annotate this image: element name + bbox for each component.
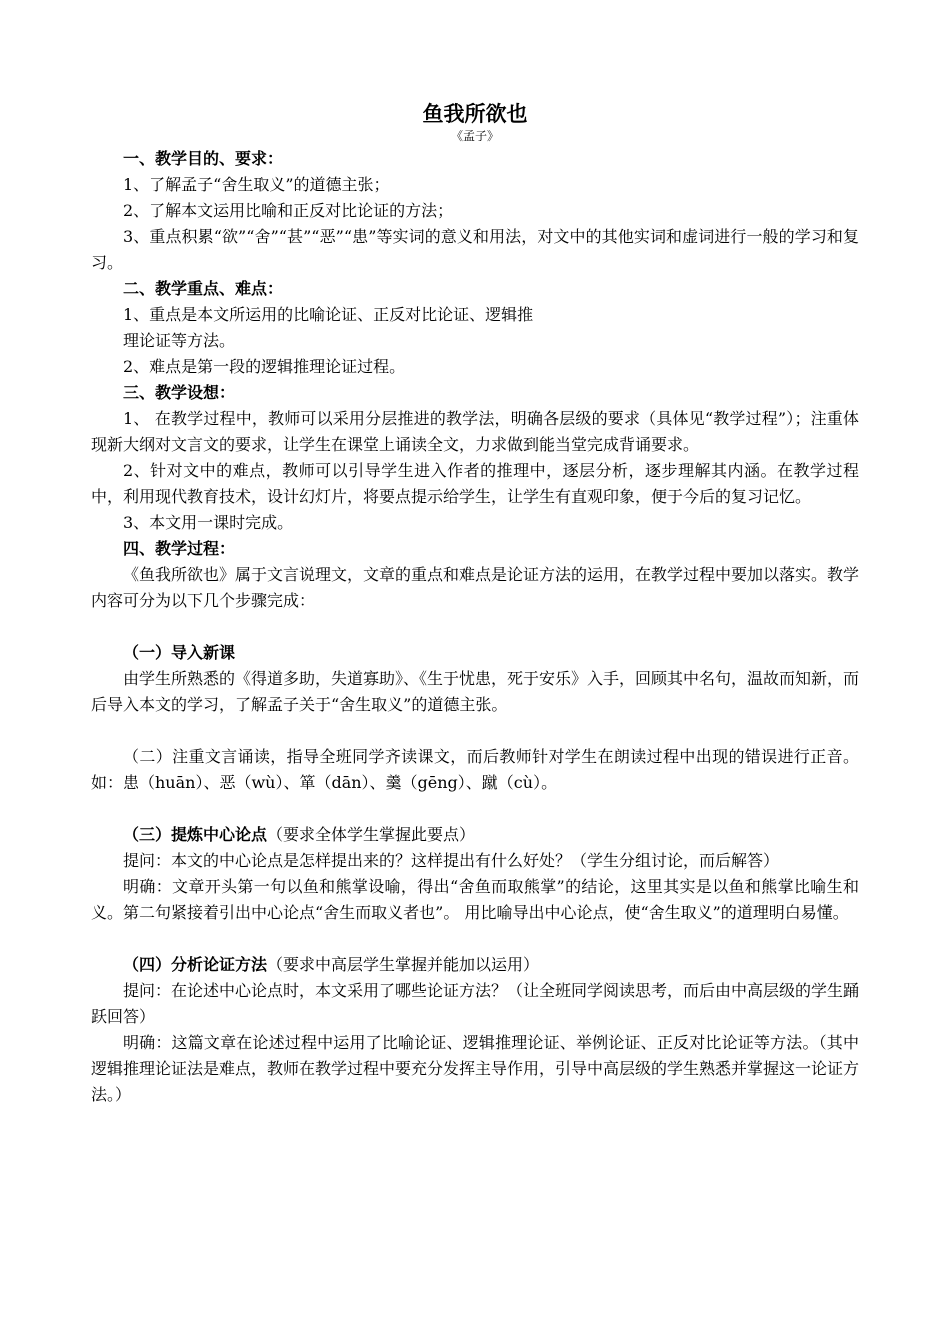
goal-item: 2、了解本文运用比喻和正反对比论证的方法； xyxy=(123,201,454,220)
focus-item-continued: 理论证等方法。 xyxy=(123,331,236,350)
step-4-answer: 明确：这篇文章在论述过程中运用了比喻论证、逻辑推理论证、举例论证、正反对比论证等方法。（其中逻辑推理论证法是难点，教师在教学过程中要充分发挥主导作用，引导中高层级的学生熟悉并掌握这一论证方法。） xyxy=(91,1033,860,1104)
spacer xyxy=(91,718,859,744)
step-3-label: （三）提炼中心论点 xyxy=(123,825,268,844)
focus-item: 2、难点是第一段的逻辑推理论证过程。 xyxy=(123,357,406,376)
section-heading-goals: 一、教学目的、要求： xyxy=(123,149,284,168)
process-intro: 《鱼我所欲也》属于文言说理文，文章的重点和难点是论证方法的运用，在教学过程中要加以落实。教学内容可分为以下几个步骤完成： xyxy=(91,565,860,610)
step-3-answer: 明确：文章开头第一句以鱼和熊掌设喻，得出“舍鱼而取熊掌”的结论，这里其实是以鱼和熊掌比喻生和义。第二句紧接着引出中心论点“舍生而取义者也”。 用比喻导出中心论点，使“舍生取义”的道理明白易懂。 xyxy=(91,877,859,922)
goal-item: 1、了解孟子“舍生取义”的道德主张； xyxy=(123,175,390,194)
section-heading-focus: 二、教学重点、难点： xyxy=(123,279,284,298)
goal-item: 3、重点积累“欲”“舍”“甚”“恶”“患”等实词的意义和用法，对文中的其他实词和虚词进行一般的学习和复习。 xyxy=(91,227,859,272)
plan-item: 1、 在教学过程中，教师可以采用分层推进的教学法，明确各层级的要求（具体见“教学过程”）；注重体现新大纲对文言文的要求，让学生在课堂上诵读全文，力求做到能当堂完成背诵要求。 xyxy=(91,409,859,454)
step-4-note: （要求中高层学生掌握并能加以运用） xyxy=(267,955,540,974)
step-1-heading: （一）导入新课 xyxy=(123,643,236,662)
step-1-text: 由学生所熟悉的《得道多助，失道寡助》、《生于忧患，死于安乐》入手，回顾其中名句，温故而知新，而后导入本文的学习，了解孟子关于“舍生取义”的道德主张。 xyxy=(91,669,860,714)
section-heading-plan: 三、教学设想： xyxy=(123,383,236,402)
step-3-heading xyxy=(91,822,859,848)
focus-item: 1、重点是本文所运用的比喻论证、正反对比论证、逻辑推 xyxy=(123,305,534,324)
spacer xyxy=(91,614,859,640)
step-4-question: 提问：在论述中心论点时，本文采用了哪些论证方法？（让全班同学阅读思考，而后由中高层级的学生踊跃回答） xyxy=(91,981,860,1026)
section-heading-process: 四、教学过程： xyxy=(123,539,236,558)
plan-item: 2、针对文中的难点，教师可以引导学生进入作者的推理中，逐层分析，逐步理解其内涵。在教学过程中，利用现代教育技术，设计幻灯片，将要点提示给学生，让学生有直观印象，便于今后的复习记忆。 xyxy=(91,461,859,506)
spacer xyxy=(91,796,859,822)
plan-item: 3、本文用一课时完成。 xyxy=(123,513,294,532)
document-page xyxy=(91,100,859,1108)
step-4-label: （四）分析论证方法 xyxy=(123,955,268,974)
step-3-question: 提问：本文的中心论点是怎样提出来的？这样提出有什么好处？（学生分组讨论，而后解答） xyxy=(123,851,780,870)
document-title: 鱼我所欲也 xyxy=(422,102,528,126)
step-2-text: （二）注重文言诵读，指导全班同学齐读课文，而后教师针对学生在朗读过程中出现的错误进行正音。如：患（huān）、恶（wù）、箪（dān）、羹（gēng）、蹴（cù）。 xyxy=(91,747,859,792)
step-4-heading xyxy=(91,952,859,978)
step-3-note: （要求全体学生掌握此要点） xyxy=(267,825,476,844)
spacer xyxy=(91,926,859,952)
document-subtitle: 《孟子》 xyxy=(450,129,499,143)
